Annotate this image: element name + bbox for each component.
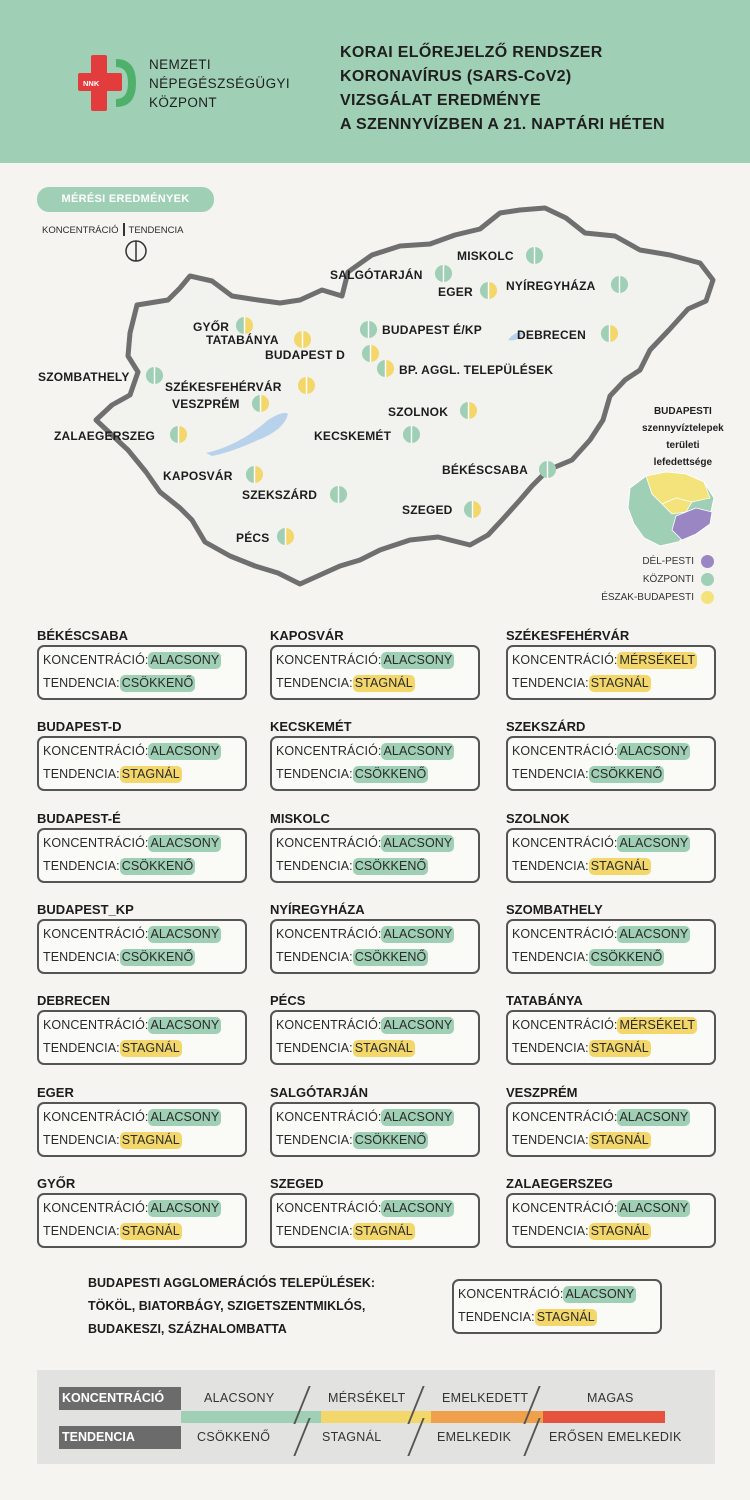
konc-label: KONCENTRÁCIÓ:	[512, 927, 618, 941]
result-card-eger	[37, 1102, 247, 1157]
map-label-tatabánya: TATABÁNYA	[206, 333, 279, 347]
tend-label: TENDENCIA:	[43, 1041, 120, 1055]
konc-value: ALACSONY	[383, 1018, 453, 1032]
map-label-miskolc: MISKOLC	[457, 249, 514, 263]
konc-value: ALACSONY	[619, 927, 689, 941]
konc-value: ALACSONY	[150, 836, 220, 850]
tend-value: CSÖKKENŐ	[354, 859, 427, 873]
card-title-salgótarján: SALGÓTARJÁN	[270, 1085, 368, 1100]
konc-label: KONCENTRÁCIÓ:	[43, 836, 149, 850]
tend-value: STAGNÁL	[590, 676, 649, 690]
budapest-coverage-legend	[570, 553, 694, 607]
map-label-veszprém: VESZPRÉM	[172, 397, 240, 411]
tend-value: STAGNÁL	[590, 859, 649, 873]
tend-label: TENDENCIA:	[276, 859, 353, 873]
konc-label: KONCENTRÁCIÓ:	[512, 1110, 618, 1124]
result-card-békéscsaba	[37, 645, 247, 700]
tend-value: STAGNÁL	[590, 1133, 649, 1147]
scale-tend-1: STAGNÁL	[322, 1430, 382, 1444]
map-label-zalaegerszeg: ZALAEGERSZEG	[54, 429, 156, 443]
tend-value: CSÖKKENŐ	[590, 950, 663, 964]
map-label-békéscsaba: BÉKÉSCSABA	[442, 463, 529, 477]
map-dot-szolnok	[459, 401, 478, 420]
svg-text:NNK: NNK	[83, 79, 100, 88]
map-dot-debrecen	[600, 324, 619, 343]
tend-value: STAGNÁL	[536, 1310, 595, 1324]
result-card-budapest-d	[37, 736, 247, 791]
map-dot-békéscsaba	[538, 460, 557, 479]
map-dot-eger	[479, 281, 498, 300]
map-label-szeged: SZEGED	[402, 503, 453, 517]
konc-label: KONCENTRÁCIÓ:	[43, 1110, 149, 1124]
card-title-budapest-kp: BUDAPEST_KP	[37, 902, 134, 917]
tend-value: STAGNÁL	[354, 1041, 413, 1055]
map-label-szekszárd: SZEKSZÁRD	[242, 488, 318, 502]
map-label-budapest-d: BUDAPEST D	[265, 348, 346, 362]
map-dot-veszprém	[251, 394, 270, 413]
tend-label: TENDENCIA:	[43, 1224, 120, 1238]
konc-label: KONCENTRÁCIÓ:	[43, 927, 149, 941]
legend-központi: KÖZPONTI	[570, 571, 694, 589]
card-title-kaposvár: KAPOSVÁR	[270, 628, 344, 643]
tend-value: STAGNÁL	[354, 1224, 413, 1238]
map-label-nyíregyháza: NYÍREGYHÁZA	[506, 279, 596, 293]
card-title-szolnok: SZOLNOK	[506, 811, 570, 826]
map-dot-székesfehérvár	[297, 376, 316, 395]
map-dot-szekszárd	[329, 485, 348, 504]
measurement-results-pill: MÉRÉSI EREDMÉNYEK	[37, 187, 214, 212]
konc-label: KONCENTRÁCIÓ:	[43, 744, 149, 758]
scale-divider	[293, 1418, 310, 1456]
map-label-kaposvár: KAPOSVÁR	[163, 469, 233, 483]
map-label-salgótarján: SALGÓTARJÁN	[330, 268, 423, 282]
map-label-debrecen: DEBRECEN	[517, 328, 586, 342]
konc-label: KONCENTRÁCIÓ:	[276, 744, 382, 758]
card-title-debrecen: DEBRECEN	[37, 993, 110, 1008]
result-card-budapest-é	[37, 828, 247, 883]
map-label-székesfehérvár: SZÉKESFEHÉRVÁR	[165, 380, 282, 394]
konc-value: ALACSONY	[150, 1201, 220, 1215]
konc-label: KONCENTRÁCIÓ:	[512, 1018, 618, 1032]
budapest-coverage-map	[626, 468, 718, 548]
konc-value: MÉRSÉKELT	[619, 653, 696, 667]
result-card-veszprém	[506, 1102, 716, 1157]
tend-label: TENDENCIA:	[43, 950, 120, 964]
tend-label: TENDENCIA:	[512, 950, 589, 964]
map-label-győr: GYŐR	[193, 320, 230, 334]
tend-label: TENDENCIA:	[276, 676, 353, 690]
result-card-kecskemét	[270, 736, 480, 791]
konc-label: KONCENTRÁCIÓ:	[276, 1018, 382, 1032]
dot-legend: KONCENTRÁCIÓ TENDENCIA	[42, 225, 184, 236]
konc-label: KONCENTRÁCIÓ:	[43, 1018, 149, 1032]
page-title: KORAI ELŐREJELZŐ RENDSZER KORONAVÍRUS (SARS-CoV2) VIZSGÁLAT EREDMÉNYE A SZENNYVÍZBEN A 21. NAPTÁRI HÉTEN	[340, 44, 665, 133]
card-title-miskolc: MISKOLC	[270, 811, 330, 826]
result-card-szolnok	[506, 828, 716, 883]
scale-konc-1: MÉRSÉKELT	[328, 1391, 406, 1405]
card-title-kecskemét: KECSKEMÉT	[270, 719, 352, 734]
organization-name: NEMZETI NÉPEGÉSZSÉGÜGYI KÖZPONT	[149, 57, 291, 110]
tend-value: STAGNÁL	[121, 1224, 180, 1238]
agglomeration-card: KONCENTRÁCIÓ: ALACSONY TENDENCIA: STAGNÁL	[452, 1279, 662, 1334]
result-card-zalaegerszeg	[506, 1193, 716, 1248]
map-dot-kecskemét	[402, 425, 421, 444]
scale-bar-3	[543, 1411, 665, 1423]
scale-tend-label: TENDENCIA	[59, 1426, 181, 1449]
tend-value: STAGNÁL	[354, 676, 413, 690]
result-card-székesfehérvár	[506, 645, 716, 700]
card-title-zalaegerszeg: ZALAEGERSZEG	[506, 1176, 613, 1191]
card-title-szekszárd: SZEKSZÁRD	[506, 719, 586, 734]
scale-bar-0	[181, 1411, 321, 1423]
tend-label: TENDENCIA:	[512, 1133, 589, 1147]
result-card-miskolc	[270, 828, 480, 883]
konc-value: ALACSONY	[619, 1201, 689, 1215]
map-dot-salgótarján	[434, 264, 453, 283]
tend-value: STAGNÁL	[121, 767, 180, 781]
map-label-bp-aggl-települések: BP. AGGL. TELEPÜLÉSEK	[399, 363, 554, 377]
card-title-nyíregyháza: NYÍREGYHÁZA	[270, 902, 365, 917]
card-title-veszprém: VESZPRÉM	[506, 1085, 578, 1100]
scale-divider	[407, 1418, 424, 1456]
card-title-budapest-é: BUDAPEST-É	[37, 811, 121, 826]
tend-value: CSÖKKENŐ	[354, 767, 427, 781]
map-label-szolnok: SZOLNOK	[388, 405, 449, 419]
konc-value: ALACSONY	[383, 653, 453, 667]
map-dot-szeged	[463, 500, 482, 519]
result-card-szombathely	[506, 919, 716, 974]
map-dot-pécs	[276, 527, 295, 546]
map-label-eger: EGER	[438, 285, 473, 299]
scale-konc-2: EMELKEDETT	[442, 1391, 529, 1405]
konc-value: ALACSONY	[383, 836, 453, 850]
konc-value: ALACSONY	[150, 927, 220, 941]
card-title-szombathely: SZOMBATHELY	[506, 902, 603, 917]
result-card-kaposvár	[270, 645, 480, 700]
nnk-logo	[76, 53, 140, 113]
card-title-eger: EGER	[37, 1085, 74, 1100]
konc-label: KONCENTRÁCIÓ:	[43, 1201, 149, 1215]
konc-value: ALACSONY	[383, 744, 453, 758]
tend-label: TENDENCIA:	[276, 1224, 353, 1238]
konc-value: ALACSONY	[619, 1110, 689, 1124]
scale-konc-0: ALACSONY	[204, 1391, 275, 1405]
hungary-outline	[96, 208, 713, 584]
tend-value: CSÖKKENŐ	[121, 676, 194, 690]
tend-value: STAGNÁL	[121, 1133, 180, 1147]
konc-value: MÉRSÉKELT	[619, 1018, 696, 1032]
map-dot-bp-aggl-települések	[376, 359, 395, 378]
tend-label: TENDENCIA:	[43, 1133, 120, 1147]
tend-label: TENDENCIA:	[276, 1133, 353, 1147]
legend-észak-budapesti: ÉSZAK-BUDAPESTI	[570, 589, 694, 607]
tend-label: TENDENCIA:	[43, 767, 120, 781]
map-label-budapest-é-kp: BUDAPEST É/KP	[382, 323, 482, 337]
konc-label: KONCENTRÁCIÓ:	[512, 653, 618, 667]
tend-label: TENDENCIA:	[512, 1224, 589, 1238]
konc-value: ALACSONY	[383, 1110, 453, 1124]
result-card-győr	[37, 1193, 247, 1248]
card-title-szeged: SZEGED	[270, 1176, 324, 1191]
tend-value: CSÖKKENŐ	[354, 950, 427, 964]
agglomeration-description: BUDAPESTI AGGLOMERÁCIÓS TELEPÜLÉSEK: TÖKÖL, BIATORBÁGY, SZIGETSZENTMIKLÓS, BUDAKESZI, SZÁZHALOMBATTA	[88, 1276, 376, 1336]
scale-tend-0: CSÖKKENŐ	[197, 1430, 271, 1444]
scale-bar-1	[321, 1411, 431, 1423]
result-card-tatabánya	[506, 1010, 716, 1065]
tend-label: TENDENCIA:	[512, 1041, 589, 1055]
card-title-győr: GYŐR	[37, 1176, 76, 1191]
map-dot-miskolc	[525, 246, 544, 265]
scale-tend-3: ERŐSEN EMELKEDIK	[549, 1430, 682, 1444]
map-dot-kaposvár	[245, 465, 264, 484]
result-card-salgótarján	[270, 1102, 480, 1157]
konc-value: ALACSONY	[150, 744, 220, 758]
result-card-debrecen	[37, 1010, 247, 1065]
card-title-pécs: PÉCS	[270, 993, 306, 1008]
card-title-békéscsaba: BÉKÉSCSABA	[37, 628, 129, 643]
map-dot-tatabánya	[293, 330, 312, 349]
konc-label: KONCENTRÁCIÓ:	[276, 653, 382, 667]
tend-label: TENDENCIA:	[276, 767, 353, 781]
konc-value: ALACSONY	[619, 744, 689, 758]
konc-label: KONCENTRÁCIÓ:	[276, 1110, 382, 1124]
budapest-coverage-title: BUDAPESTI szennyvíztelepek területi lefedettsége	[642, 406, 724, 468]
map-dot-szombathely	[145, 366, 164, 385]
konc-label: KONCENTRÁCIÓ:	[276, 1201, 382, 1215]
map-label-pécs: PÉCS	[236, 531, 270, 545]
card-title-tatabánya: TATABÁNYA	[506, 993, 583, 1008]
result-card-pécs	[270, 1010, 480, 1065]
header	[0, 0, 750, 163]
scale-konc-3: MAGAS	[587, 1391, 634, 1405]
konc-value: ALACSONY	[565, 1287, 635, 1301]
map-dot-zalaegerszeg	[169, 425, 188, 444]
konc-label: KONCENTRÁCIÓ:	[43, 653, 149, 667]
tend-label: TENDENCIA:	[512, 676, 589, 690]
scale-legend	[37, 1370, 715, 1464]
legend-dél-pesti: DÉL-PESTI	[570, 553, 694, 571]
tend-label: TENDENCIA:	[43, 859, 120, 873]
card-title-székesfehérvár: SZÉKESFEHÉRVÁR	[506, 628, 630, 643]
tend-label: TENDENCIA:	[276, 1041, 353, 1055]
tend-value: STAGNÁL	[590, 1041, 649, 1055]
tend-label: TENDENCIA:	[512, 859, 589, 873]
konc-label: KONCENTRÁCIÓ:	[276, 927, 382, 941]
card-title-budapest-d: BUDAPEST-D	[37, 719, 122, 734]
tend-value: CSÖKKENŐ	[590, 767, 663, 781]
result-card-szekszárd	[506, 736, 716, 791]
scale-tend-2: EMELKEDIK	[437, 1430, 512, 1444]
tend-value: CSÖKKENŐ	[121, 859, 194, 873]
konc-label: KONCENTRÁCIÓ:	[512, 1201, 618, 1215]
map-label-szombathely: SZOMBATHELY	[38, 370, 130, 384]
konc-value: ALACSONY	[619, 836, 689, 850]
konc-value: ALACSONY	[383, 1201, 453, 1215]
map-dot-nyíregyháza	[610, 275, 629, 294]
result-card-nyíregyháza	[270, 919, 480, 974]
konc-label: KONCENTRÁCIÓ:	[512, 836, 618, 850]
scale-konc-label: KONCENTRÁCIÓ	[59, 1387, 181, 1410]
konc-value: ALACSONY	[150, 1018, 220, 1032]
tend-label: TENDENCIA:	[512, 767, 589, 781]
tend-label: TENDENCIA:	[43, 676, 120, 690]
tend-value: CSÖKKENŐ	[354, 1133, 427, 1147]
tend-value: CSÖKKENŐ	[121, 950, 194, 964]
result-card-budapest-kp	[37, 919, 247, 974]
konc-value: ALACSONY	[383, 927, 453, 941]
tend-value: STAGNÁL	[590, 1224, 649, 1238]
konc-value: ALACSONY	[150, 653, 220, 667]
tend-label: TENDENCIA:	[276, 950, 353, 964]
map-label-kecskemét: KECSKEMÉT	[314, 429, 392, 443]
konc-value: ALACSONY	[150, 1110, 220, 1124]
scale-divider	[523, 1418, 540, 1456]
konc-label: KONCENTRÁCIÓ:	[512, 744, 618, 758]
result-card-szeged	[270, 1193, 480, 1248]
tend-value: STAGNÁL	[121, 1041, 180, 1055]
map-dot-budapest-é-kp	[359, 320, 378, 339]
konc-label: KONCENTRÁCIÓ:	[276, 836, 382, 850]
